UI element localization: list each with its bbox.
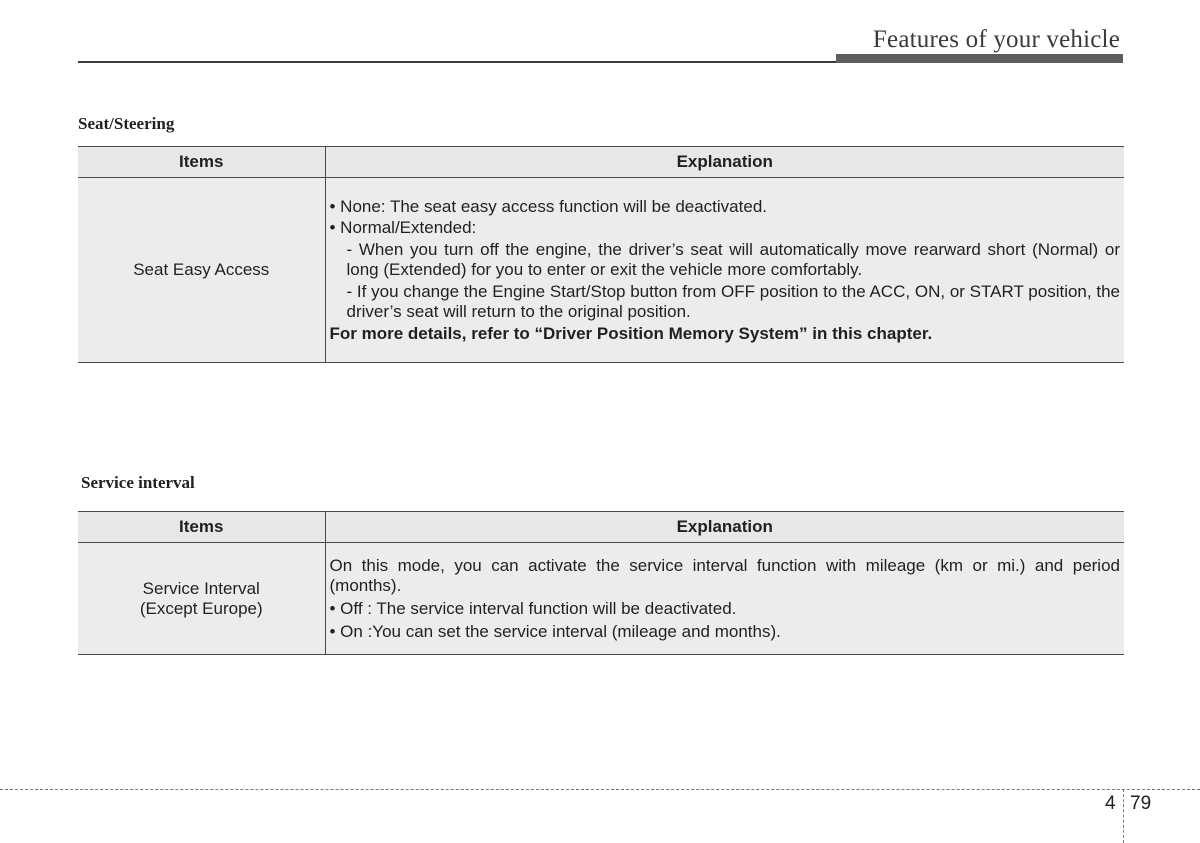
seat-steering-table (78, 146, 1124, 363)
table-row (78, 178, 1124, 363)
service-interval-table (78, 511, 1124, 655)
bullet-off: • Off : The service interval function will be deactivated. (329, 598, 737, 618)
table-row (78, 543, 1124, 655)
page-number: 79 (1130, 793, 1152, 814)
section-heading-service-interval: Service interval (81, 473, 195, 492)
footer-dashed-rule (0, 789, 1200, 790)
item-seat-easy-access: Seat Easy Access (78, 178, 325, 363)
reference-note: For more details, refer to “Driver Position Memory System” in this chapter. (329, 324, 933, 343)
column-header-explanation: Explanation (325, 147, 1124, 178)
explanation-service-interval (325, 543, 1124, 655)
section-heading-seat-steering: Seat/Steering (78, 114, 175, 133)
bullet-on: • On :You can set the service interval (mileage and months). (329, 621, 781, 641)
footer-page-divider (1123, 789, 1124, 843)
sub-item-turn-off-engine: - When you turn off the engine, the driver’s seat will automatically move rearward short (Normal) or long (Extended) for you to enter or exit the vehicle more comfortably. (346, 240, 1120, 279)
item-qualifier: (Except Europe) (139, 598, 263, 618)
item-service-interval (78, 543, 325, 655)
bullet-none: • None: The seat easy access function will be deactivated. (329, 197, 767, 216)
chapter-number: 4 (1105, 793, 1116, 814)
sub-item-engine-start-stop: - If you change the Engine Start/Stop button from OFF position to the ACC, ON, or START position, the driver’s seat will return to the original position. (346, 282, 1120, 321)
column-header-items: Items (78, 512, 325, 543)
header-rule (78, 61, 836, 63)
explanation-seat-easy-access (325, 178, 1124, 363)
bullet-normal-extended: • Normal/Extended: (329, 218, 477, 237)
table-header-row (78, 147, 1124, 178)
header-accent-bar (836, 54, 1123, 63)
column-header-explanation: Explanation (325, 512, 1124, 543)
chapter-title: Features of your vehicle (872, 26, 1120, 53)
column-header-items: Items (78, 147, 325, 178)
service-interval-description: On this mode, you can activate the service interval function with mileage (km or mi.) and period (months). (329, 555, 1120, 595)
item-label: Service Interval (142, 578, 260, 598)
table-header-row (78, 512, 1124, 543)
